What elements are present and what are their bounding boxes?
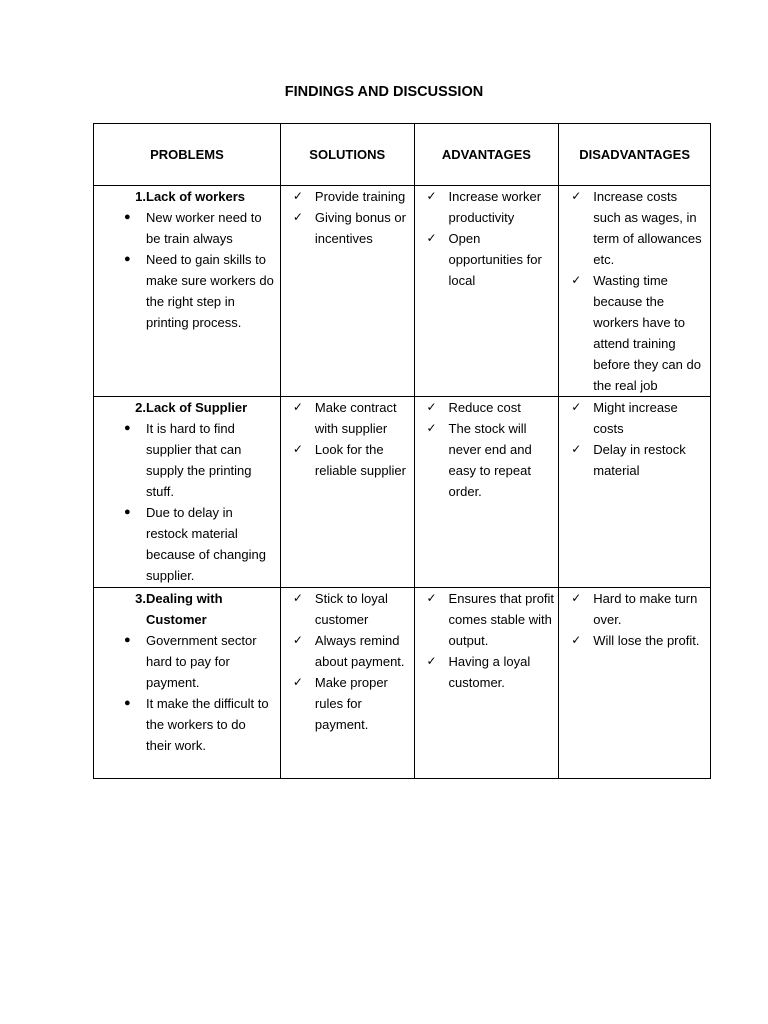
solution-text: Stick to loyal customer [314, 591, 388, 627]
solution-item [281, 439, 414, 481]
disadvantage-item [559, 397, 710, 439]
problem-heading [94, 397, 280, 418]
advantage-item [415, 186, 559, 228]
disadvantage-cell [559, 397, 711, 588]
solution-item [281, 588, 414, 630]
advantage-item [415, 397, 559, 418]
advantage-text: Reduce cost [448, 400, 521, 415]
check-icon: ✓ [426, 654, 437, 668]
bullet-icon: ● [124, 253, 131, 265]
solution-text: Always remind about payment. [314, 633, 405, 669]
advantage-text: Ensures that profit comes stable with output. [448, 591, 555, 648]
solution-text: Giving bonus or incentives [314, 210, 406, 246]
problem-title: Lack of workers [146, 189, 245, 204]
table-header-row [94, 124, 711, 186]
solution-item [281, 207, 414, 249]
disadvantage-item [559, 630, 710, 651]
disadvantage-item [559, 588, 710, 630]
problem-point [94, 630, 280, 693]
problem-heading [94, 186, 280, 207]
problem-cell [94, 397, 281, 588]
problem-number: 3. [135, 591, 146, 606]
disadvantage-text: Hard to make turn over. [593, 591, 698, 627]
problem-point-text: It make the difficult to the workers to do their work. [146, 696, 269, 753]
disadvantage-item [559, 270, 710, 396]
check-icon: ✓ [426, 421, 437, 435]
solution-text: Make proper rules for payment. [314, 675, 388, 732]
problem-point [94, 249, 280, 333]
check-icon: ✓ [571, 400, 582, 414]
problem-point [94, 207, 280, 249]
bullet-icon: ● [124, 506, 131, 518]
check-icon: ✓ [426, 231, 437, 245]
bullet-icon: ● [124, 697, 131, 709]
problem-point-text: It is hard to find supplier that can supply the printing stuff. [146, 421, 252, 499]
disadvantage-text: Might increase costs [593, 400, 678, 436]
solution-item [281, 397, 414, 439]
header-disadvantages: DISADVANTAGES [559, 124, 711, 186]
solution-text: Make contract with supplier [314, 400, 397, 436]
problem-number: 1. [135, 189, 146, 204]
advantage-cell [414, 397, 559, 588]
advantage-text: Increase worker productivity [448, 189, 542, 225]
problem-point [94, 693, 280, 756]
solution-item [281, 672, 414, 735]
check-icon: ✓ [571, 189, 582, 203]
problem-title: Lack of Supplier [146, 400, 248, 415]
advantage-text: The stock will never end and easy to repeat order. [448, 421, 532, 499]
check-icon: ✓ [571, 442, 582, 456]
disadvantage-item [559, 186, 710, 270]
disadvantage-text: Will lose the profit. [593, 633, 700, 648]
check-icon: ✓ [571, 633, 582, 647]
solution-text: Provide training [314, 189, 406, 204]
problem-point-text: Government sector hard to pay for payment. [146, 633, 257, 690]
check-icon: ✓ [426, 400, 437, 414]
disadvantage-text: Delay in restock material [593, 442, 686, 478]
check-icon: ✓ [292, 442, 303, 456]
header-problems: PROBLEMS [94, 124, 281, 186]
problem-cell [94, 588, 281, 779]
advantage-item [415, 588, 559, 651]
advantage-item [415, 651, 559, 693]
advantage-item [415, 228, 559, 291]
header-advantages: ADVANTAGES [414, 124, 559, 186]
check-icon: ✓ [292, 633, 303, 647]
check-icon: ✓ [426, 591, 437, 605]
advantage-cell [414, 186, 559, 397]
table-row [94, 397, 711, 588]
check-icon: ✓ [571, 273, 582, 287]
solution-text: Look for the reliable supplier [314, 442, 406, 478]
findings-table [93, 123, 711, 779]
check-icon: ✓ [292, 400, 303, 414]
disadvantage-item [559, 439, 710, 481]
problem-point-text: Due to delay in restock material because of changing supplier. [146, 505, 266, 583]
advantage-text: Having a loyal customer. [448, 654, 531, 690]
problem-heading [94, 588, 280, 630]
check-icon: ✓ [426, 189, 437, 203]
problem-point [94, 418, 280, 502]
solution-cell [280, 186, 414, 397]
header-solutions: SOLUTIONS [280, 124, 414, 186]
solution-cell [280, 588, 414, 779]
disadvantage-text: Wasting time because the workers have to attend training before they can do the real job [593, 273, 701, 393]
solution-cell [280, 397, 414, 588]
advantage-item [415, 418, 559, 502]
bullet-icon: ● [124, 211, 131, 223]
check-icon: ✓ [292, 591, 303, 605]
disadvantage-cell [559, 186, 711, 397]
page-title: FINDINGS AND DISCUSSION [284, 84, 484, 100]
check-icon: ✓ [571, 591, 582, 605]
problem-point [94, 502, 280, 586]
disadvantage-text: Increase costs such as wages, in term of allowances etc. [593, 189, 702, 267]
check-icon: ✓ [292, 675, 303, 689]
solution-item [281, 630, 414, 672]
problem-point-text: Need to gain skills to make sure workers do the right step in printing process. [146, 252, 274, 330]
advantage-text: Open opportunities for local [448, 231, 542, 288]
problem-number: 2. [135, 400, 146, 415]
disadvantage-cell [559, 588, 711, 779]
solution-item [281, 186, 414, 207]
advantage-cell [414, 588, 559, 779]
problem-title: Dealing with Customer [146, 591, 223, 627]
table-row [94, 186, 711, 397]
check-icon: ✓ [292, 210, 303, 224]
bullet-icon: ● [124, 422, 131, 434]
problem-point-text: New worker need to be train always [146, 210, 262, 246]
problem-cell [94, 186, 281, 397]
bullet-icon: ● [124, 634, 131, 646]
table-row [94, 588, 711, 779]
check-icon: ✓ [292, 189, 303, 203]
